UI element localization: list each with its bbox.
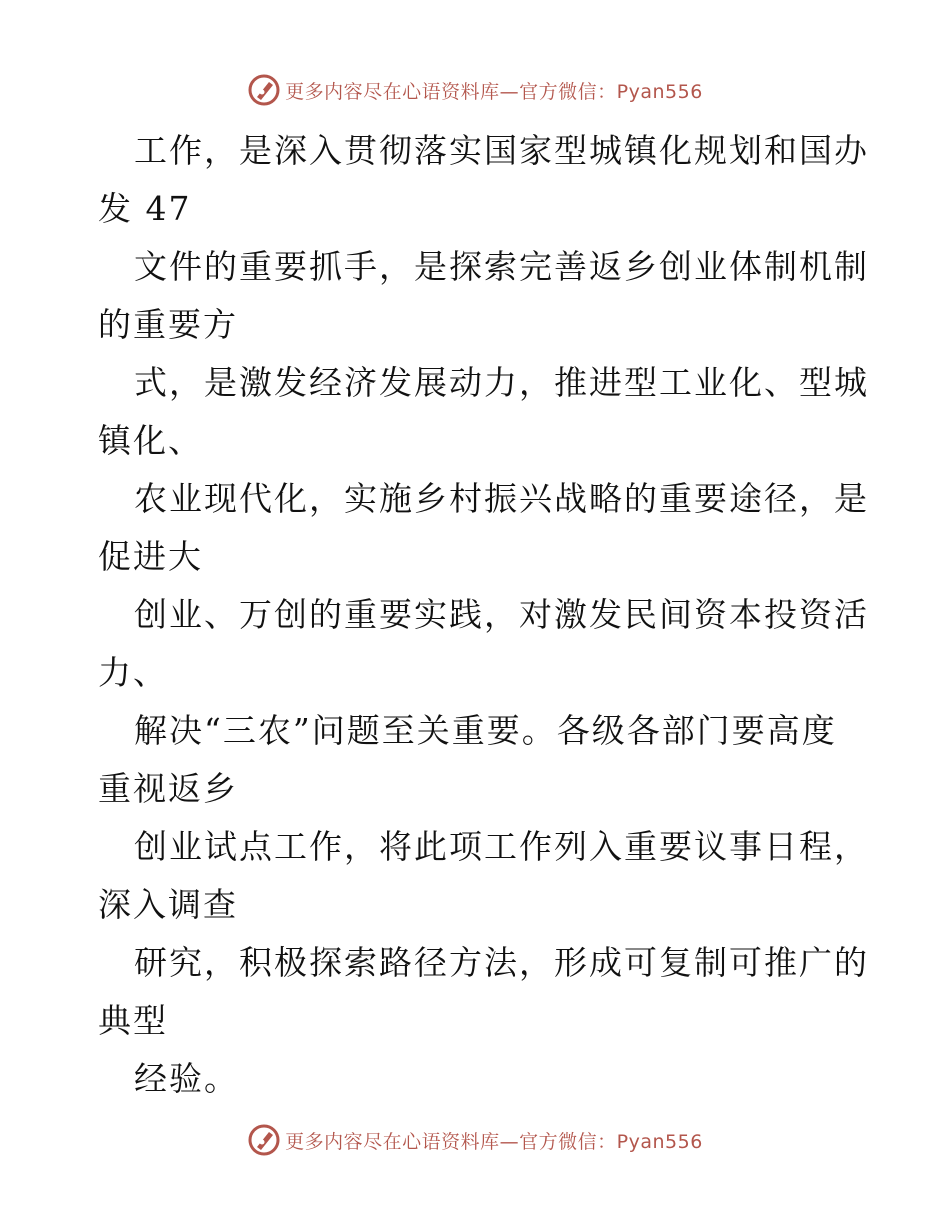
text-line: 文件的重要抓手，是探索完善返乡创业体制机制	[134, 247, 869, 286]
footer-banner-text: 更多内容尽在心语资料库—官方微信：Pyan556	[285, 1130, 703, 1153]
text-line: 解决“三农”问题至关重要。各级各部门要高度	[134, 711, 837, 750]
text-line: 式，是激发经济发展动力，推进型工业化、型城	[134, 363, 869, 402]
text-line: 农业现代化，实施乡村振兴战略的重要途径，是	[134, 479, 869, 518]
text-line: 研究，积极探索路径方法，形成可复制可推广的	[134, 943, 869, 982]
text-line: 重视返乡	[98, 769, 238, 808]
text-line: 力、	[98, 653, 168, 692]
footer-banner	[0, 1120, 950, 1160]
pen-nib-logo-icon	[247, 73, 281, 107]
text-line: 创业、万创的重要实践，对激发民间资本投资活	[134, 595, 869, 634]
text-line: 经验。	[134, 1059, 239, 1098]
text-line: 典型	[98, 1001, 168, 1040]
text-line: 的重要方	[98, 305, 238, 344]
text-line: 深入调查	[98, 885, 238, 924]
text-line: 促进大	[98, 537, 203, 576]
text-line: 镇化、	[98, 421, 203, 460]
header-banner	[0, 70, 950, 110]
document-body	[98, 122, 869, 1108]
pen-nib-logo-icon	[247, 1123, 281, 1157]
text-line: 发 47	[98, 189, 192, 228]
header-banner-text: 更多内容尽在心语资料库—官方微信：Pyan556	[285, 80, 703, 103]
text-line: 工作，是深入贯彻落实国家型城镇化规划和国办	[134, 131, 869, 170]
text-line: 创业试点工作，将此项工作列入重要议事日程，	[134, 827, 869, 866]
